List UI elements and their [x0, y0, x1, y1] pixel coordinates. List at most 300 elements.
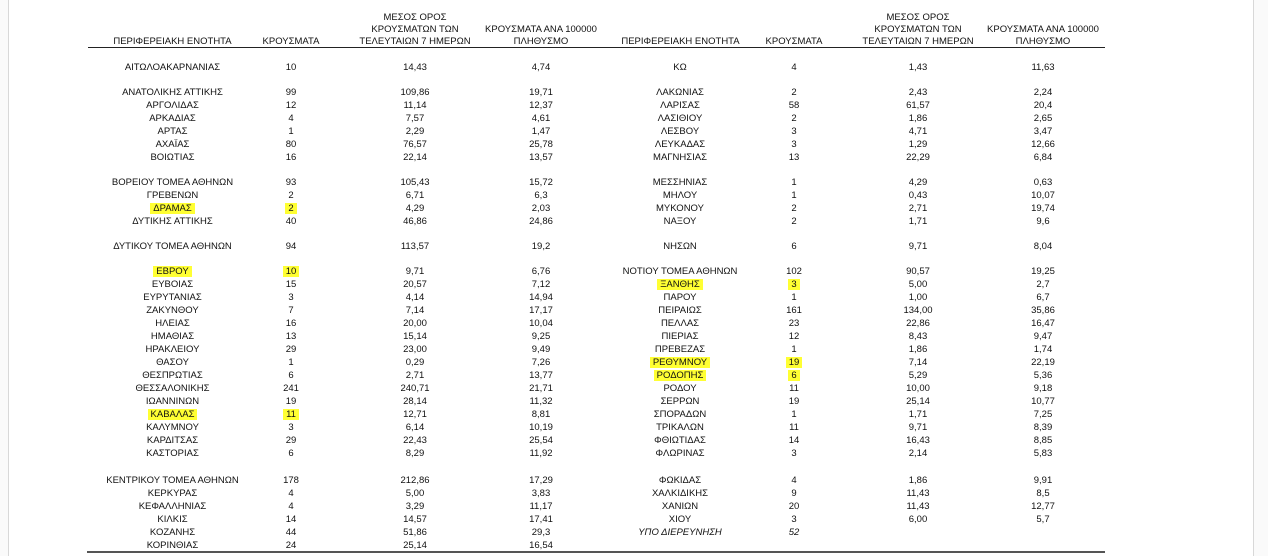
cell-per100k	[480, 241, 602, 253]
per100k-value: 6,76	[531, 266, 551, 277]
header-right-avg7: ΜΕΣΟΣ ΟΡΟΣ ΚΡΟΥΣΜΑΤΩΝ ΤΩΝ ΤΕΛΕΥΤΑΙΩΝ 7 ΗΜΕΡΩΝ	[862, 12, 974, 47]
cell-per100k	[982, 318, 1104, 330]
avg7-value: 7,57	[405, 113, 425, 124]
cell-per100k	[982, 113, 1104, 125]
cell-name	[80, 203, 265, 215]
cell-cases	[255, 318, 327, 330]
cell-name	[595, 139, 765, 151]
cell-per100k	[982, 396, 1104, 408]
per100k-value: 12,37	[529, 100, 553, 111]
cases-value: 9	[791, 488, 797, 499]
cell-avg7	[352, 241, 478, 253]
cell-per100k	[480, 318, 602, 330]
name-value: ΚΑΡΔΙΤΣΑΣ	[146, 435, 199, 446]
cases-value: 4	[288, 488, 294, 499]
cell-per100k	[982, 409, 1104, 421]
cell-avg7	[352, 292, 478, 304]
cell-per100k	[982, 241, 1104, 253]
avg7-value: 51,86	[403, 527, 427, 538]
cases-value: 16	[285, 152, 297, 163]
cases-value: 94	[285, 241, 297, 252]
cell-avg7	[352, 126, 478, 138]
cell-avg7	[352, 514, 478, 526]
cell-avg7	[855, 318, 981, 330]
cases-value: 24	[285, 540, 297, 551]
header-right-cases: ΚΡΟΥΣΜΑΤΑ	[765, 36, 823, 47]
cell-name	[80, 422, 265, 434]
cell-per100k	[480, 370, 602, 382]
cell-cases	[758, 139, 830, 151]
avg7-value: 5,29	[908, 370, 928, 381]
header-left-region: ΠΕΡΙΦΕΡΕΙΑΚΗ ΕΝΟΤΗΤΑ	[113, 36, 232, 47]
cases-value: 4	[791, 475, 797, 486]
per100k-value: 3,83	[531, 488, 551, 499]
per100k-value: 17,29	[529, 475, 553, 486]
cell-avg7	[352, 216, 478, 228]
avg7-value: 7,14	[908, 357, 928, 368]
cell-avg7	[352, 266, 478, 278]
name-value: ΠΕΛΛΑΣ	[660, 318, 700, 329]
per100k-value: 11,17	[529, 501, 553, 512]
name-value: ΚΑΒΑΛΑΣ	[148, 409, 198, 420]
cases-value: 14	[788, 435, 800, 446]
per100k-value: 10,77	[1031, 396, 1055, 407]
avg7-value: 4,29	[908, 177, 928, 188]
cell-cases	[255, 305, 327, 317]
avg7-value: 4,71	[908, 126, 928, 137]
per100k-value: 6,3	[534, 190, 548, 201]
cases-value: 1	[791, 190, 797, 201]
avg7-value: 22,43	[403, 435, 427, 446]
cell-per100k	[982, 488, 1104, 500]
cell-avg7	[855, 87, 981, 99]
per100k-value: 8,5	[1036, 488, 1050, 499]
cell-per100k	[480, 357, 602, 369]
cell-avg7	[352, 344, 478, 356]
cases-value: 12	[285, 100, 297, 111]
cell-per100k	[480, 448, 602, 460]
avg7-value: 1,00	[908, 292, 928, 303]
name-value: ΧΑΝΙΩΝ	[661, 501, 699, 512]
per100k-value: 13,57	[529, 152, 553, 163]
cell-per100k	[480, 383, 602, 395]
cell-name	[80, 488, 265, 500]
cell-name	[595, 266, 765, 278]
cell-per100k	[480, 177, 602, 189]
cell-cases	[255, 190, 327, 202]
avg7-value: 46,86	[403, 216, 427, 227]
per100k-value: 2,65	[1033, 113, 1053, 124]
per100k-value: 12,66	[1031, 139, 1055, 150]
per100k-value: 12,77	[1031, 501, 1055, 512]
per100k-value: 5,83	[1033, 448, 1053, 459]
name-value: ΚΟΖΑΝΗΣ	[149, 527, 196, 538]
cell-avg7	[855, 357, 981, 369]
per100k-value: 2,24	[1033, 87, 1053, 98]
cases-value: 4	[288, 113, 294, 124]
header-left-per100k: ΚΡΟΥΣΜΑΤΑ ΑΝΑ 100000 ΠΛΗΘΥΣΜΟ	[485, 24, 597, 47]
name-value: ΠΕΙΡΑΙΩΣ	[658, 305, 702, 316]
cell-per100k	[982, 266, 1104, 278]
name-value: ΦΛΩΡΙΝΑΣ	[655, 448, 705, 459]
cell-avg7	[855, 279, 981, 291]
cases-value: 7	[288, 305, 294, 316]
cell-avg7	[352, 435, 478, 447]
per100k-value: 17,41	[529, 514, 553, 525]
per100k-value: 3,47	[1033, 126, 1053, 137]
cell-per100k	[982, 305, 1104, 317]
cell-per100k	[982, 139, 1104, 151]
cell-cases	[255, 501, 327, 513]
name-value: ΝΑΞΟΥ	[663, 216, 697, 227]
avg7-value: 1,86	[908, 344, 928, 355]
avg7-value: 4,14	[405, 292, 425, 303]
cell-avg7	[352, 488, 478, 500]
cell-cases	[758, 318, 830, 330]
name-value: ΡΟΔΟΥ	[663, 383, 697, 394]
cell-per100k	[480, 62, 602, 74]
per100k-value: 10,04	[529, 318, 553, 329]
cell-per100k	[982, 279, 1104, 291]
name-value: ΘΑΣΟΥ	[156, 357, 189, 368]
cell-avg7	[855, 344, 981, 356]
avg7-value: 11,43	[906, 488, 930, 499]
per100k-value: 16,47	[1031, 318, 1055, 329]
per100k-value: 19,2	[531, 241, 551, 252]
avg7-value: 10,00	[906, 383, 930, 394]
cell-cases	[758, 113, 830, 125]
cell-name	[595, 203, 765, 215]
cell-avg7	[855, 266, 981, 278]
cell-per100k	[480, 422, 602, 434]
name-value: ΚΙΛΚΙΣ	[157, 514, 188, 525]
name-value: ΖΑΚΥΝΘΟΥ	[146, 305, 199, 316]
cell-name	[595, 409, 765, 421]
cell-per100k	[982, 87, 1104, 99]
cell-per100k	[480, 344, 602, 356]
cell-per100k	[480, 435, 602, 447]
name-value: ΗΜΑΘΙΑΣ	[150, 331, 195, 342]
cell-name	[595, 435, 765, 447]
name-value: ΔΥΤΙΚΟΥ ΤΟΜΕΑ ΑΘΗΝΩΝ	[113, 241, 232, 252]
cell-cases	[255, 383, 327, 395]
cell-name	[595, 514, 765, 526]
avg7-value: 1,43	[908, 62, 928, 73]
cell-avg7	[352, 396, 478, 408]
avg7-value: 76,57	[403, 139, 427, 150]
per100k-value: 14,94	[529, 292, 553, 303]
avg7-value: 25,14	[906, 396, 930, 407]
cell-per100k	[982, 152, 1104, 164]
cases-value: 2	[285, 203, 296, 214]
cell-avg7	[352, 527, 478, 539]
cell-cases	[255, 126, 327, 138]
avg7-value: 6,71	[405, 190, 425, 201]
name-value: ΚΟΡΙΝΘΙΑΣ	[146, 540, 199, 551]
cases-value: 4	[288, 501, 294, 512]
cell-name	[80, 266, 265, 278]
cell-avg7	[352, 100, 478, 112]
cell-per100k	[480, 216, 602, 228]
cell-name	[80, 100, 265, 112]
per100k-value: 1,74	[1033, 344, 1053, 355]
name-value: ΜΑΓΝΗΣΙΑΣ	[653, 152, 707, 163]
avg7-value: 9,71	[908, 241, 928, 252]
name-value: ΞΑΝΘΗΣ	[657, 279, 703, 290]
per100k-value: 16,54	[529, 540, 553, 551]
per100k-value: 5,7	[1036, 514, 1050, 525]
name-value: ΠΡΕΒΕΖΑΣ	[654, 344, 706, 355]
cell-per100k	[982, 370, 1104, 382]
cell-per100k	[480, 488, 602, 500]
cell-cases	[758, 396, 830, 408]
cases-value: 15	[285, 279, 297, 290]
per100k-value: 8,39	[1033, 422, 1053, 433]
cell-cases	[255, 113, 327, 125]
avg7-value: 5,00	[405, 488, 425, 499]
cases-value: 29	[285, 344, 297, 355]
cell-per100k	[480, 87, 602, 99]
cell-cases	[255, 139, 327, 151]
cell-name	[80, 527, 265, 539]
per100k-value: 0,63	[1033, 177, 1053, 188]
cell-per100k	[982, 501, 1104, 513]
per100k-value: 9,49	[531, 344, 551, 355]
avg7-value: 15,14	[403, 331, 427, 342]
cell-per100k	[480, 152, 602, 164]
per100k-value: 10,19	[529, 422, 553, 433]
cases-value: 161	[786, 305, 802, 316]
cell-avg7	[855, 177, 981, 189]
name-value: ΕΥΒΟΙΑΣ	[151, 279, 194, 290]
avg7-value: 2,71	[908, 203, 928, 214]
cases-value: 93	[285, 177, 297, 188]
avg7-value: 1,71	[908, 409, 928, 420]
per100k-value: 4,74	[531, 62, 551, 73]
name-value: ΜΕΣΣΗΝΙΑΣ	[652, 177, 708, 188]
cell-avg7	[352, 190, 478, 202]
cell-per100k	[480, 527, 602, 539]
cell-avg7	[855, 216, 981, 228]
avg7-value: 6,00	[908, 514, 928, 525]
name-value: ΝΗΣΩΝ	[663, 241, 697, 252]
cell-avg7	[352, 475, 478, 487]
per100k-value: 7,12	[531, 279, 551, 290]
cell-name	[595, 488, 765, 500]
cases-value: 11	[789, 383, 799, 394]
cell-name	[80, 318, 265, 330]
cell-name	[595, 344, 765, 356]
cell-avg7	[855, 383, 981, 395]
cell-cases	[758, 292, 830, 304]
cases-value: 14	[285, 514, 297, 525]
name-value: ΝΟΤΙΟΥ ΤΟΜΕΑ ΑΘΗΝΩΝ	[622, 266, 738, 277]
name-value: ΚΑΣΤΟΡΙΑΣ	[146, 448, 199, 459]
cases-value: 12	[788, 331, 800, 342]
cell-cases	[255, 241, 327, 253]
avg7-value: 12,71	[403, 409, 427, 420]
cell-avg7	[855, 331, 981, 343]
cell-name	[595, 87, 765, 99]
avg7-value: 212,86	[400, 475, 430, 486]
cell-name	[80, 190, 265, 202]
avg7-value: 9,71	[405, 266, 425, 277]
avg7-value: 20,00	[403, 318, 427, 329]
cases-value: 58	[788, 100, 800, 111]
cases-value: 3	[791, 139, 797, 150]
cell-cases	[255, 409, 327, 421]
per100k-value: 7,26	[531, 357, 551, 368]
cell-per100k	[982, 475, 1104, 487]
cases-value: 13	[285, 331, 297, 342]
cell-avg7	[855, 292, 981, 304]
cases-value: 2	[791, 87, 797, 98]
cell-avg7	[855, 448, 981, 460]
avg7-value: 20,57	[403, 279, 427, 290]
name-value: ΘΕΣΠΡΩΤΙΑΣ	[142, 370, 203, 381]
cases-value: 40	[285, 216, 297, 227]
name-value: ΦΩΚΙΔΑΣ	[658, 475, 702, 486]
avg7-value: 25,14	[403, 540, 427, 551]
cell-name	[80, 177, 265, 189]
cell-name	[80, 448, 265, 460]
viewer-left-margin	[0, 0, 9, 556]
cell-avg7	[352, 62, 478, 74]
per100k-value: 10,07	[1031, 190, 1055, 201]
avg7-value: 1,71	[908, 216, 928, 227]
cell-name	[80, 292, 265, 304]
cell-per100k	[982, 62, 1104, 74]
cell-name	[595, 501, 765, 513]
avg7-value: 1,29	[908, 139, 928, 150]
cell-cases	[255, 396, 327, 408]
avg7-value: 0,43	[908, 190, 928, 201]
avg7-value: 134,00	[903, 305, 933, 316]
cell-cases	[255, 152, 327, 164]
cases-value: 3	[791, 448, 797, 459]
cell-avg7	[352, 177, 478, 189]
cell-name	[80, 344, 265, 356]
avg7-value: 16,43	[906, 435, 930, 446]
cell-name	[80, 152, 265, 164]
per100k-value: 8,85	[1033, 435, 1053, 446]
cell-avg7	[352, 422, 478, 434]
cell-name	[595, 62, 765, 74]
cell-cases	[255, 344, 327, 356]
cases-value: 10	[285, 62, 297, 73]
avg7-value: 3,29	[405, 501, 425, 512]
avg7-value: 2,29	[405, 126, 425, 137]
cases-value: 102	[786, 266, 802, 277]
cases-value: 20	[788, 501, 800, 512]
per100k-value: 2,03	[531, 203, 551, 214]
avg7-value: 23,00	[403, 344, 427, 355]
cell-per100k	[982, 422, 1104, 434]
avg7-value: 113,57	[400, 241, 430, 252]
cell-avg7	[855, 409, 981, 421]
cell-per100k	[480, 501, 602, 513]
cell-cases	[758, 422, 830, 434]
cell-cases	[255, 514, 327, 526]
avg7-value: 0,29	[405, 357, 425, 368]
cell-cases	[758, 344, 830, 356]
per100k-value: 9,91	[1033, 475, 1053, 486]
cell-cases	[255, 292, 327, 304]
cell-name	[595, 357, 765, 369]
cases-value: 3	[788, 279, 799, 290]
name-value: ΚΕΡΚΥΡΑΣ	[147, 488, 198, 499]
cell-avg7	[352, 331, 478, 343]
cell-avg7	[352, 87, 478, 99]
name-value: ΣΕΡΡΩΝ	[660, 396, 700, 407]
cases-value: 1	[791, 344, 797, 355]
name-value: ΗΛΕΙΑΣ	[155, 318, 190, 329]
name-value: ΤΡΙΚΑΛΩΝ	[656, 422, 704, 433]
cell-cases	[255, 62, 327, 74]
per100k-value: 9,25	[531, 331, 551, 342]
name-value: ΣΠΟΡΑΔΩΝ	[653, 409, 707, 420]
cell-per100k	[480, 514, 602, 526]
cell-avg7	[352, 152, 478, 164]
per100k-value: 8,04	[1033, 241, 1053, 252]
cell-avg7	[855, 152, 981, 164]
cases-value: 2	[791, 203, 797, 214]
cell-name	[595, 126, 765, 138]
name-value: ΕΥΡΥΤΑΝΙΑΣ	[143, 292, 202, 303]
cases-value: 241	[283, 383, 299, 394]
name-value: ΚΕΦΑΛΛΗΝΙΑΣ	[138, 501, 207, 512]
cell-cases	[255, 448, 327, 460]
cell-avg7	[352, 113, 478, 125]
name-value: ΚΑΛΥΜΝΟΥ	[146, 422, 199, 433]
cell-per100k	[982, 527, 1104, 539]
cell-per100k	[480, 292, 602, 304]
cases-value: 16	[285, 318, 297, 329]
per100k-value: 19,25	[1031, 266, 1055, 277]
avg7-value: 2,14	[908, 448, 928, 459]
avg7-value: 9,71	[908, 422, 928, 433]
cell-per100k	[480, 475, 602, 487]
cases-value: 2	[791, 113, 797, 124]
cell-avg7	[855, 126, 981, 138]
cell-name	[595, 331, 765, 343]
per100k-value: 20,4	[1033, 100, 1053, 111]
cases-value: 1	[288, 357, 294, 368]
cases-value: 2	[791, 216, 797, 227]
avg7-value: 22,14	[403, 152, 427, 163]
name-value: ΙΩΑΝΝΙΝΩΝ	[145, 396, 200, 407]
per100k-value: 19,74	[1031, 203, 1055, 214]
header-left-avg7: ΜΕΣΟΣ ΟΡΟΣ ΚΡΟΥΣΜΑΤΩΝ ΤΩΝ ΤΕΛΕΥΤΑΙΩΝ 7 ΗΜΕΡΩΝ	[359, 12, 471, 47]
cell-name	[595, 527, 765, 539]
avg7-value: 6,14	[405, 422, 425, 433]
cell-avg7	[352, 279, 478, 291]
cell-avg7	[352, 357, 478, 369]
per100k-value: 11,32	[529, 396, 553, 407]
cell-avg7	[352, 501, 478, 513]
name-value: ΑΡΓΟΛΙΔΑΣ	[146, 100, 199, 111]
cell-per100k	[982, 435, 1104, 447]
cases-value: 44	[285, 527, 297, 538]
cell-name	[80, 241, 265, 253]
cell-avg7	[855, 203, 981, 215]
name-value: ΓΡΕΒΕΝΩΝ	[146, 190, 199, 201]
cell-cases	[758, 279, 830, 291]
cell-cases	[758, 126, 830, 138]
avg7-value: 8,29	[405, 448, 425, 459]
cell-cases	[255, 331, 327, 343]
cell-cases	[255, 100, 327, 112]
